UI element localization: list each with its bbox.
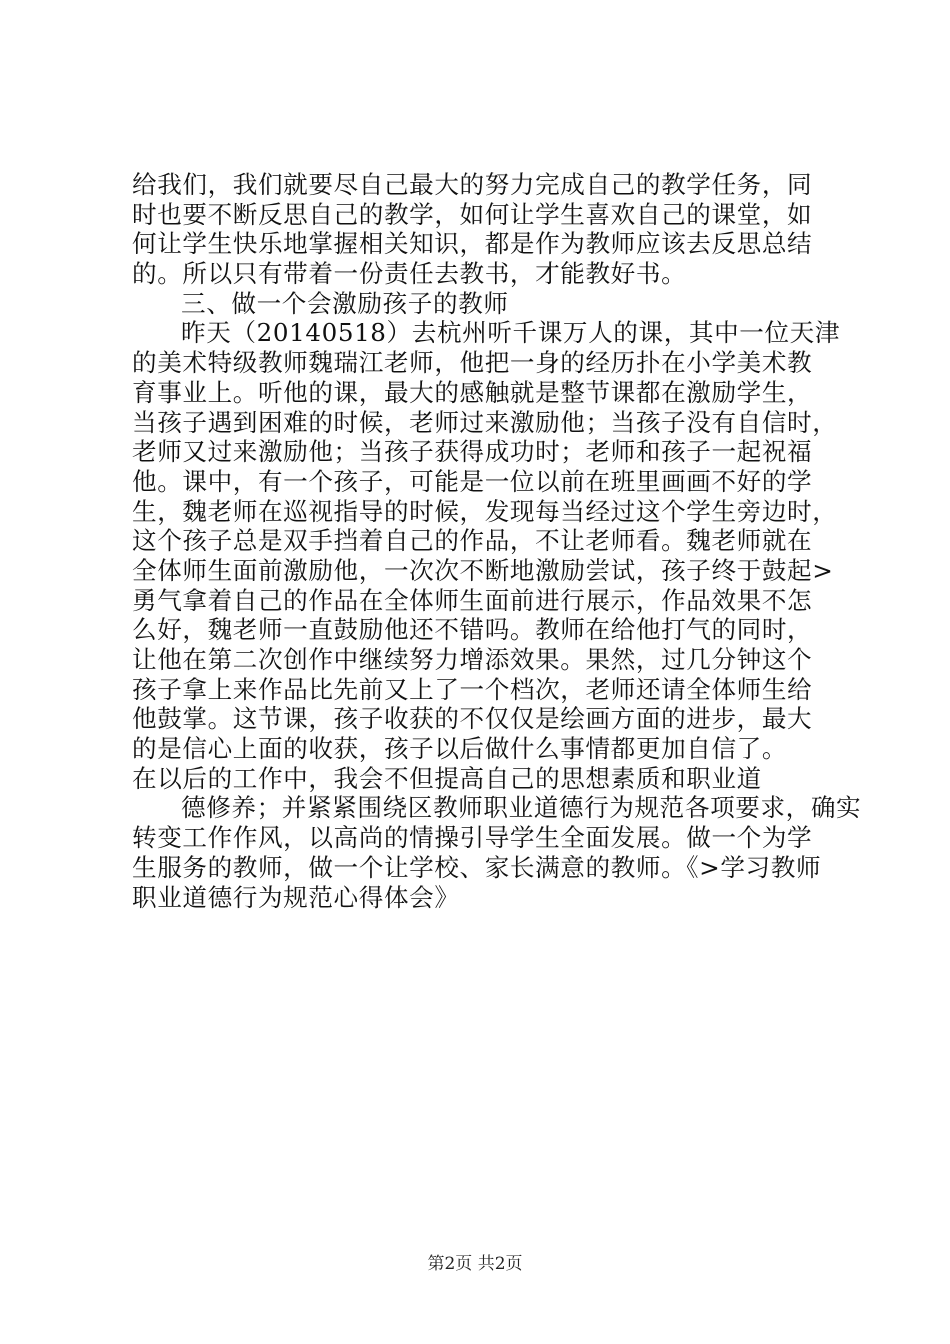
- page-number-footer: 第2页 共2页: [427, 1254, 523, 1274]
- text-line: 昨天（20140518）去杭州听千课万人的课，其中一位天津: [181, 318, 841, 348]
- text-line: 么好，魏老师一直鼓励他还不错吗。教师在给他打气的同时，: [132, 615, 813, 645]
- text-line: 老师又过来激励他；当孩子获得成功时；老师和孩子一起祝福: [132, 437, 813, 467]
- text-line: 这个孩子总是双手挡着自己的作品，不让老师看。魏老师就在: [132, 526, 813, 556]
- text-line: 育事业上。听他的课，最大的感触就是整节课都在激励学生，: [132, 377, 813, 407]
- text-line: 全体师生面前激励他，一次次不断地激励尝试，孩子终于鼓起>: [132, 555, 834, 585]
- text-line: 孩子拿上来作品比先前又上了一个档次，老师还请全体师生给: [132, 674, 813, 704]
- text-line: 转变工作作风，以高尚的情操引导学生全面发展。做一个为学: [132, 823, 813, 853]
- text-line: 德修养；并紧紧围绕区教师职业道德行为规范各项要求，确实: [181, 793, 862, 823]
- text-line: 生服务的教师，做一个让学校、家长满意的教师。《>学习教师: [132, 852, 822, 882]
- section-heading: 三、做一个会激励孩子的教师: [181, 288, 509, 318]
- text-line: 他鼓掌。这节课，孩子收获的不仅仅是绘画方面的进步，最大: [132, 704, 813, 734]
- text-line: 的是信心上面的收获，孩子以后做什么事情都更加自信了。: [132, 734, 788, 764]
- text-line: 当孩子遇到困难的时候，老师过来激励他；当孩子没有自信时，: [132, 407, 838, 437]
- text-line: 的美术特级教师魏瑞江老师，他把一身的经历扑在小学美术教: [132, 348, 813, 378]
- document-body: [132, 170, 862, 912]
- text-line: 让他在第二次创作中继续努力增添效果。果然，过几分钟这个: [132, 645, 813, 674]
- text-line: 在以后的工作中，我会不但提高自己的思想素质和职业道: [132, 763, 762, 793]
- text-line: 职业道德行为规范心得体会》: [132, 882, 460, 912]
- text-line: 生，魏老师在巡视指导的时候，发现每当经过这个学生旁边时，: [132, 496, 838, 526]
- text-line: 勇气拿着自己的作品在全体师生面前进行展示，作品效果不怎: [132, 585, 813, 615]
- text-line: 他。课中，有一个孩子，可能是一位以前在班里画画不好的学: [132, 466, 813, 496]
- text-line: 何让学生快乐地掌握相关知识，都是作为教师应该去反思总结: [132, 229, 813, 259]
- text-line: 给我们，我们就要尽自己最大的努力完成自己的教学任务，同: [132, 170, 813, 199]
- text-line: 时也要不断反思自己的教学，如何让学生喜欢自己的课堂，如: [132, 199, 813, 229]
- text-line: 的。所以只有带着一份责任去教书，才能教好书。: [132, 259, 687, 289]
